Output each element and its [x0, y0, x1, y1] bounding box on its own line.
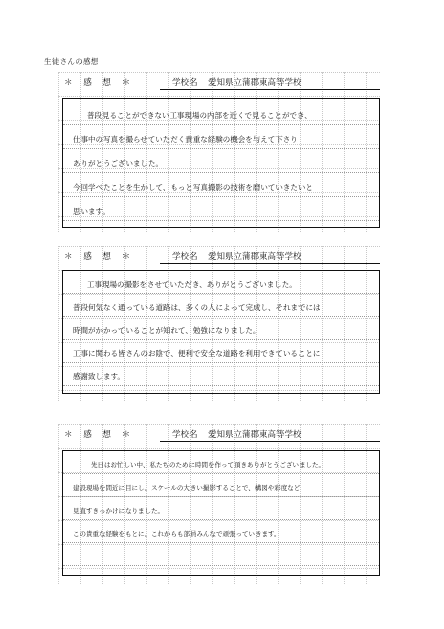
impression-label: ＊ 感 想 ＊	[64, 78, 135, 88]
grid-line	[58, 246, 59, 401]
school-field	[160, 250, 380, 264]
impression-text-box	[62, 270, 380, 394]
impression-line: 普段見ることができない工事現場の内部を近くで見ることができ、	[63, 105, 379, 125]
grid-line	[58, 424, 59, 584]
impression-text-box	[62, 98, 380, 228]
impression-card	[58, 424, 380, 584]
impression-line: この貴重な経験をもとに、これからも部員みんなで頑張っていきます。	[63, 524, 379, 543]
impression-line: 思います。	[63, 201, 379, 221]
page-heading: 生徒さんの感想	[44, 57, 99, 66]
school-name: 愛知県立蒲郡東高等学校	[208, 430, 302, 440]
school-field	[160, 428, 380, 442]
card-header	[58, 246, 380, 266]
school-field	[160, 76, 380, 90]
impression-line: 工事現場の撮影をさせていただき、ありがとうございました。	[63, 275, 379, 294]
impression-line: 先日はお忙しい中、私たちのために時間を作って頂きありがとうございました。	[63, 455, 379, 474]
grid-line	[58, 96, 380, 97]
impression-line: 見直すきっかけになりました。	[63, 501, 379, 520]
impression-label: ＊ 感 想 ＊	[64, 430, 135, 440]
card-header	[58, 424, 380, 444]
impression-label: ＊ 感 想 ＊	[64, 252, 135, 262]
school-label: 学校名	[172, 430, 198, 440]
school-name: 愛知県立蒲郡東高等学校	[208, 252, 302, 262]
impression-line: 今回学べたことを生かして、もっと写真撮影の技術を磨いていきたいと	[63, 177, 379, 197]
grid-line	[58, 72, 59, 232]
grid-line	[58, 448, 380, 449]
impression-text-box	[62, 450, 380, 576]
impression-card	[58, 72, 380, 232]
impression-line: 建設現場を間近に目にし、スケールの大きい撮影することで、構図や彩度など	[63, 478, 379, 497]
school-label: 学校名	[172, 78, 198, 88]
card-header	[58, 72, 380, 92]
school-name: 愛知県立蒲郡東高等学校	[208, 78, 302, 88]
impression-line	[63, 547, 379, 566]
impression-line: 工事に関わる皆さんのお陰で、便利で安全な道路を利用できていることに	[63, 344, 379, 363]
impression-line: 時間がかかっていることが知れて、勉強になりました。	[63, 321, 379, 340]
impression-card	[58, 246, 380, 401]
impression-line: 普段何気なく通っている道路は、多くの人によって完成し、それまでには	[63, 298, 379, 317]
impression-line: ありがとうございました。	[63, 153, 379, 173]
school-label: 学校名	[172, 252, 198, 262]
impression-line: 仕事中の写真を撮らせていただく貴重な経験の機会を与えて下さり	[63, 129, 379, 149]
impression-line: 感謝致します。	[63, 367, 379, 386]
